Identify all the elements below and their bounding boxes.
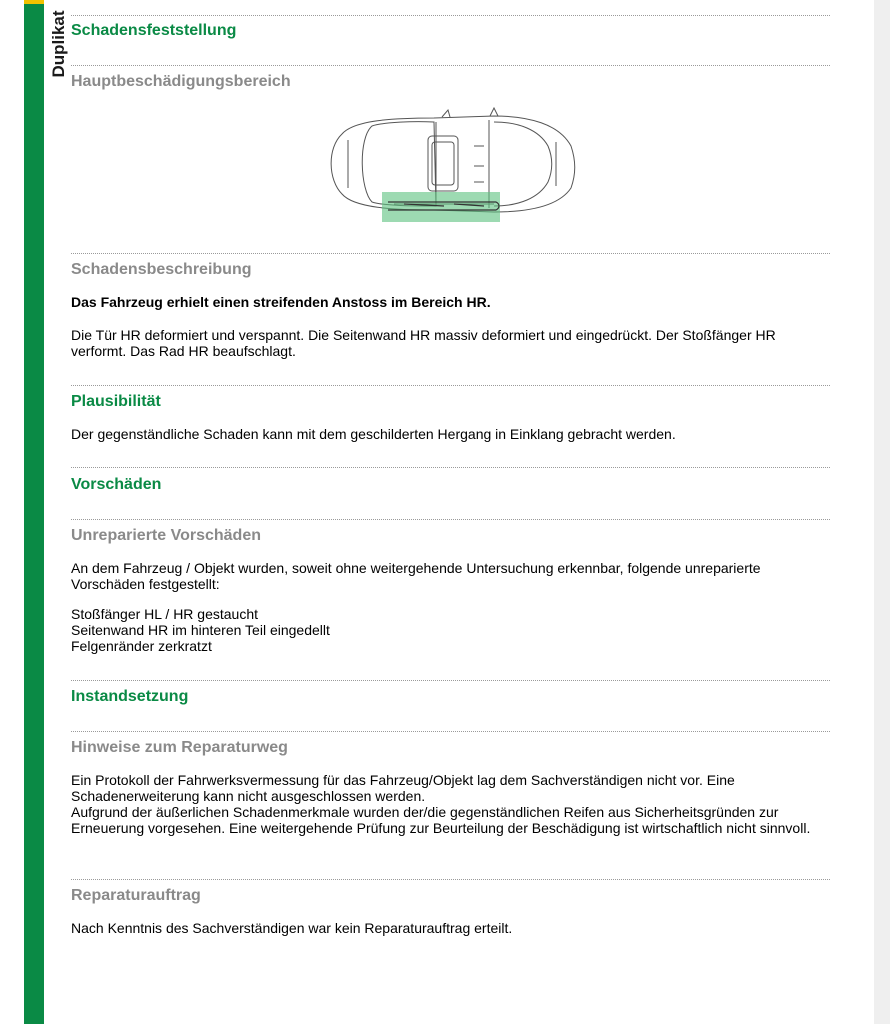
heading-hauptbeschaedigungsbereich: Hauptbeschädigungsbereich — [71, 73, 291, 90]
vorschaeden-list — [71, 606, 831, 654]
right-page-gutter — [874, 0, 890, 1024]
divider — [71, 15, 830, 16]
vorschaeden-intro: An dem Fahrzeug / Objekt wurden, soweit ohne weitergehende Untersuchung erkennbar, folgende unreparierte Vorschäden festgestellt: — [71, 560, 761, 592]
left-brand-bar — [24, 0, 44, 1024]
divider — [71, 680, 830, 681]
heading-schadensbeschreibung: Schadensbeschreibung — [71, 261, 252, 278]
divider — [71, 879, 830, 880]
hinweise-text-2: Aufgrund der äußerlichen Schadenmerkmale wurden der/die gegenständlichen Reifen aus Sicherheitsgründen zur Erneuerung vorgesehen. Eine weitergehende Prüfung zur Beurteilung der Beschädigung ist wirtschaftlich nicht sinnvoll. — [71, 804, 811, 836]
duplicate-stamp-text: Duplikat — [49, 10, 68, 78]
reparaturauftrag-text: Nach Kenntnis des Sachverständigen war kein Reparaturauftrag erteilt. — [71, 920, 513, 936]
heading-unreparierte-vorschaeden: Unreparierte Vorschäden — [71, 527, 261, 544]
heading-hinweise-reparaturweg: Hinweise zum Reparaturweg — [71, 739, 288, 756]
list-item: Seitenwand HR im hinteren Teil eingedellt — [71, 622, 330, 638]
car-top-view-diagram-icon — [324, 106, 576, 224]
list-item: Felgenränder zerkratzt — [71, 638, 212, 654]
schadensbeschreibung-lead: Das Fahrzeug erhielt einen streifenden Anstoss im Bereich HR. — [71, 294, 491, 310]
damage-area-marker — [382, 192, 500, 222]
heading-instandsetzung: Instandsetzung — [71, 688, 189, 705]
heading-plausibilitaet: Plausibilität — [71, 393, 161, 410]
list-item: Stoßfänger HL / HR gestaucht — [71, 606, 259, 622]
heading-schadensfeststellung: Schadensfeststellung — [71, 22, 237, 39]
divider — [71, 467, 830, 468]
heading-vorschaeden: Vorschäden — [71, 476, 162, 493]
duplicate-stamp — [46, 8, 72, 80]
divider — [71, 65, 830, 66]
divider — [71, 253, 830, 254]
divider — [71, 519, 830, 520]
divider — [71, 385, 830, 386]
hinweise-text-1: Ein Protokoll der Fahrwerksvermessung für das Fahrzeug/Objekt lag dem Sachverständigen nicht vor. Eine Schadenerweiterung kann nicht ausgeschlossen werden. — [71, 772, 735, 804]
divider — [71, 731, 830, 732]
plausibilitaet-text: Der gegenständliche Schaden kann mit dem geschilderten Hergang in Einklang gebracht werden. — [71, 426, 676, 442]
heading-reparaturauftrag: Reparaturauftrag — [71, 887, 201, 904]
top-accent-mark — [24, 0, 44, 4]
schadensbeschreibung-text: Die Tür HR deformiert und verspannt. Die Seitenwand HR massiv deformiert und eingedrückt. Der Stoßfänger HR verformt. Das Rad HR beaufschlagt. — [71, 327, 776, 359]
